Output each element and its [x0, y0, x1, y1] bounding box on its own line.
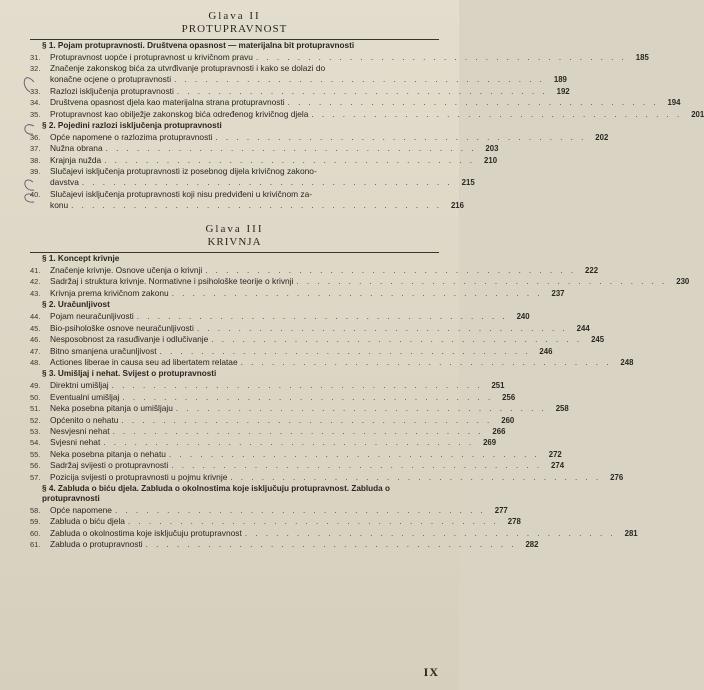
toc-entry[interactable]: 41. Značenje krivnje. Osnove učenja o krivnji . . . . . . . . . . . . . . . . . . . . . . . . . . . . . . . . . . . . 222	[30, 265, 599, 276]
toc-entry[interactable]: 42. Sadržaj i struktura krivnje. Normativne i psihološke teorije o krivnji . . . . . . . . . . . . . . . . . . . . . . . . . . . . . . . . . . . . 230	[30, 276, 690, 287]
toc-entry[interactable]: 34. Društvena opasnost djela kao materijalna strana protupravnosti . . . . . . . . . . . . . . . . . . . . . . . . . . . . . . . . . . . . 194	[30, 97, 681, 108]
toc-entry[interactable]: 46. Nesposobnost za rasuđivanje i odlučivanje . . . . . . . . . . . . . . . . . . . . . . . . . . . . . . . . . . . . 245	[30, 334, 605, 345]
toc-entry[interactable]: 58. Opće napomene . . . . . . . . . . . . . . . . . . . . . . . . . . . . . . . . . . . . 277	[30, 504, 508, 515]
page-marker: IX	[423, 665, 439, 679]
toc-entry[interactable]: 61. Zabluda o protupravnosti . . . . . . . . . . . . . . . . . . . . . . . . . . . . . . . . . . . . 282	[30, 539, 539, 550]
section-heading: § 1. Pojam protupravnosti. Društvena opasnost — materijalna bit protupravnosti	[42, 41, 355, 50]
toc-entry[interactable]: 44. Pojam neuračunljivosti . . . . . . . . . . . . . . . . . . . . . . . . . . . . . . . . . . . . 240	[30, 311, 530, 322]
toc-entry[interactable]: 55. Neka posebna pitanja o nehatu . . . . . . . . . . . . . . . . . . . . . . . . . . . . . . . . . . . . 272	[30, 448, 562, 459]
toc-entry[interactable]: 59. Zabluda o biću djela . . . . . . . . . . . . . . . . . . . . . . . . . . . . . . . . . . . . 278	[30, 516, 521, 527]
toc-entry[interactable]: 43. Krivnja prema krivičnom zakonu . . . . . . . . . . . . . . . . . . . . . . . . . . . . . . . . . . . . 237	[30, 287, 565, 298]
toc-entry[interactable]: 56. Sadržaj svijesti o protupravnosti . . . . . . . . . . . . . . . . . . . . . . . . . . . . . . . . . . . . 274	[30, 460, 565, 471]
toc-entry[interactable]: 60. Zabluda o okolnostima koje isključuju protupravnost . . . . . . . . . . . . . . . . . . . . . . . . . . . . . . . . . . . . 281	[30, 527, 638, 538]
section-heading: § 1. Koncept krivnje	[42, 254, 120, 264]
toc-entry[interactable]: 52. Općenito o nehatu . . . . . . . . . . . . . . . . . . . . . . . . . . . . . . . . . . . . 260	[30, 414, 515, 425]
chapter-label: Glava III	[205, 223, 264, 236]
chapter-title: PROTUPRAVNOST	[181, 23, 288, 35]
chapter-label: Glava II	[208, 10, 261, 22]
toc-entry[interactable]: 48. Actiones liberae in causa seu ad libertatem relatae . . . . . . . . . . . . . . . . . . . . . . . . . . . . . . . . . . . . 248	[30, 356, 634, 367]
toc-entry[interactable]: 51. Neka posebna pitanja o umišljaju . . . . . . . . . . . . . . . . . . . . . . . . . . . . . . . . . . . . 258	[30, 403, 569, 414]
toc-entry[interactable]: 45. Bio-psihološke osnove neuračunljivosti . . . . . . . . . . . . . . . . . . . . . . . . . . . . . . . . . . . . 244	[30, 322, 590, 333]
section-heading: § 4. Zabluda o biću djela. Zabluda o okolnostima koje isključuju protupravnost. Zabluda o protupravnosti	[42, 483, 391, 503]
section-heading: § 2. Pojedini razlozi isključenja protupravnosti	[42, 121, 222, 131]
toc-entry[interactable]: 38. Krajnja nužda . . . . . . . . . . . . . . . . . . . . . . . . . . . . . . . . . . . . 210	[30, 154, 498, 165]
toc-entry[interactable]: 35. Protupravnost kao obilježje zakonskog bića određenog krivičnog djela . . . . . . . . . . . . . . . . . . . . . . . . . . . . . . . . . . . . 201	[30, 108, 704, 119]
section-heading: § 3. Umišljaj i nehat. Svijest o protupravnosti	[42, 369, 217, 379]
section-heading: § 2. Uračunljivost	[42, 300, 110, 310]
toc-entry[interactable]: 49. Direktni umišljaj . . . . . . . . . . . . . . . . . . . . . . . . . . . . . . . . . . . . 251	[30, 380, 505, 391]
toc-entry[interactable]: 47. Bitno smanjena uračunljivost . . . . . . . . . . . . . . . . . . . . . . . . . . . . . . . . . . . . 246	[30, 345, 553, 356]
divider	[30, 39, 439, 40]
toc-entry[interactable]: 36. Opće napomene o razlozima protupravnosti . . . . . . . . . . . . . . . . . . . . . . . . . . . . . . . . . . . . 202	[30, 132, 609, 143]
chapter-title: KRIVNJA	[207, 236, 262, 249]
toc-entry[interactable]: 32. Značenje zakonskog bića za utvrđivanje protupravnosti i kako se dolazi do konačne ocjene o protupravnosti . . . . . . . . . . . . . . . . . . . . . . . . . . . . . . . . . . . . 189	[30, 63, 567, 85]
toc-entry[interactable]: 31. Protupravnost uopće i protupravnost u krivičnom pravu . . . . . . . . . . . . . . . . . . . . . . . . . . . . . . . . . . . . 185	[30, 52, 649, 62]
toc-entry[interactable]: 57. Pozicija svijesti o protupravnosti u pojmu krivnje . . . . . . . . . . . . . . . . . . . . . . . . . . . . . . . . . . . . 276	[30, 471, 624, 482]
toc-entry[interactable]: 54. Svjesni nehat . . . . . . . . . . . . . . . . . . . . . . . . . . . . . . . . . . . . 269	[30, 437, 497, 448]
toc-entry[interactable]: 39. Slučajevi isključenja protupravnosti iz posebnog dijela krivičnog zakono- davstva . . . . . . . . . . . . . . . . . . . . . . . . . . . . . . . . . . . . 215	[30, 166, 475, 188]
toc-entry[interactable]: 50. Eventualni umišljaj . . . . . . . . . . . . . . . . . . . . . . . . . . . . . . . . . . . . 256	[30, 391, 516, 402]
toc-entry[interactable]: 37. Nužna obrana . . . . . . . . . . . . . . . . . . . . . . . . . . . . . . . . . . . . 203	[30, 143, 499, 154]
toc-entry[interactable]: 33. Razlozi isključenja protupravnosti . . . . . . . . . . . . . . . . . . . . . . . . . . . . . . . . . . . . 192	[30, 85, 570, 96]
divider	[30, 252, 439, 253]
toc-entry[interactable]: 40. Slučajevi isključenja protupravnosti koji nisu predviđeni u krivičnom za- konu . . . . . . . . . . . . . . . . . . . . . . . . . . . . . . . . . . . . 216	[30, 188, 464, 210]
toc-entry[interactable]: 53. Nesvjesni nehat . . . . . . . . . . . . . . . . . . . . . . . . . . . . . . . . . . . . 266	[30, 425, 506, 436]
